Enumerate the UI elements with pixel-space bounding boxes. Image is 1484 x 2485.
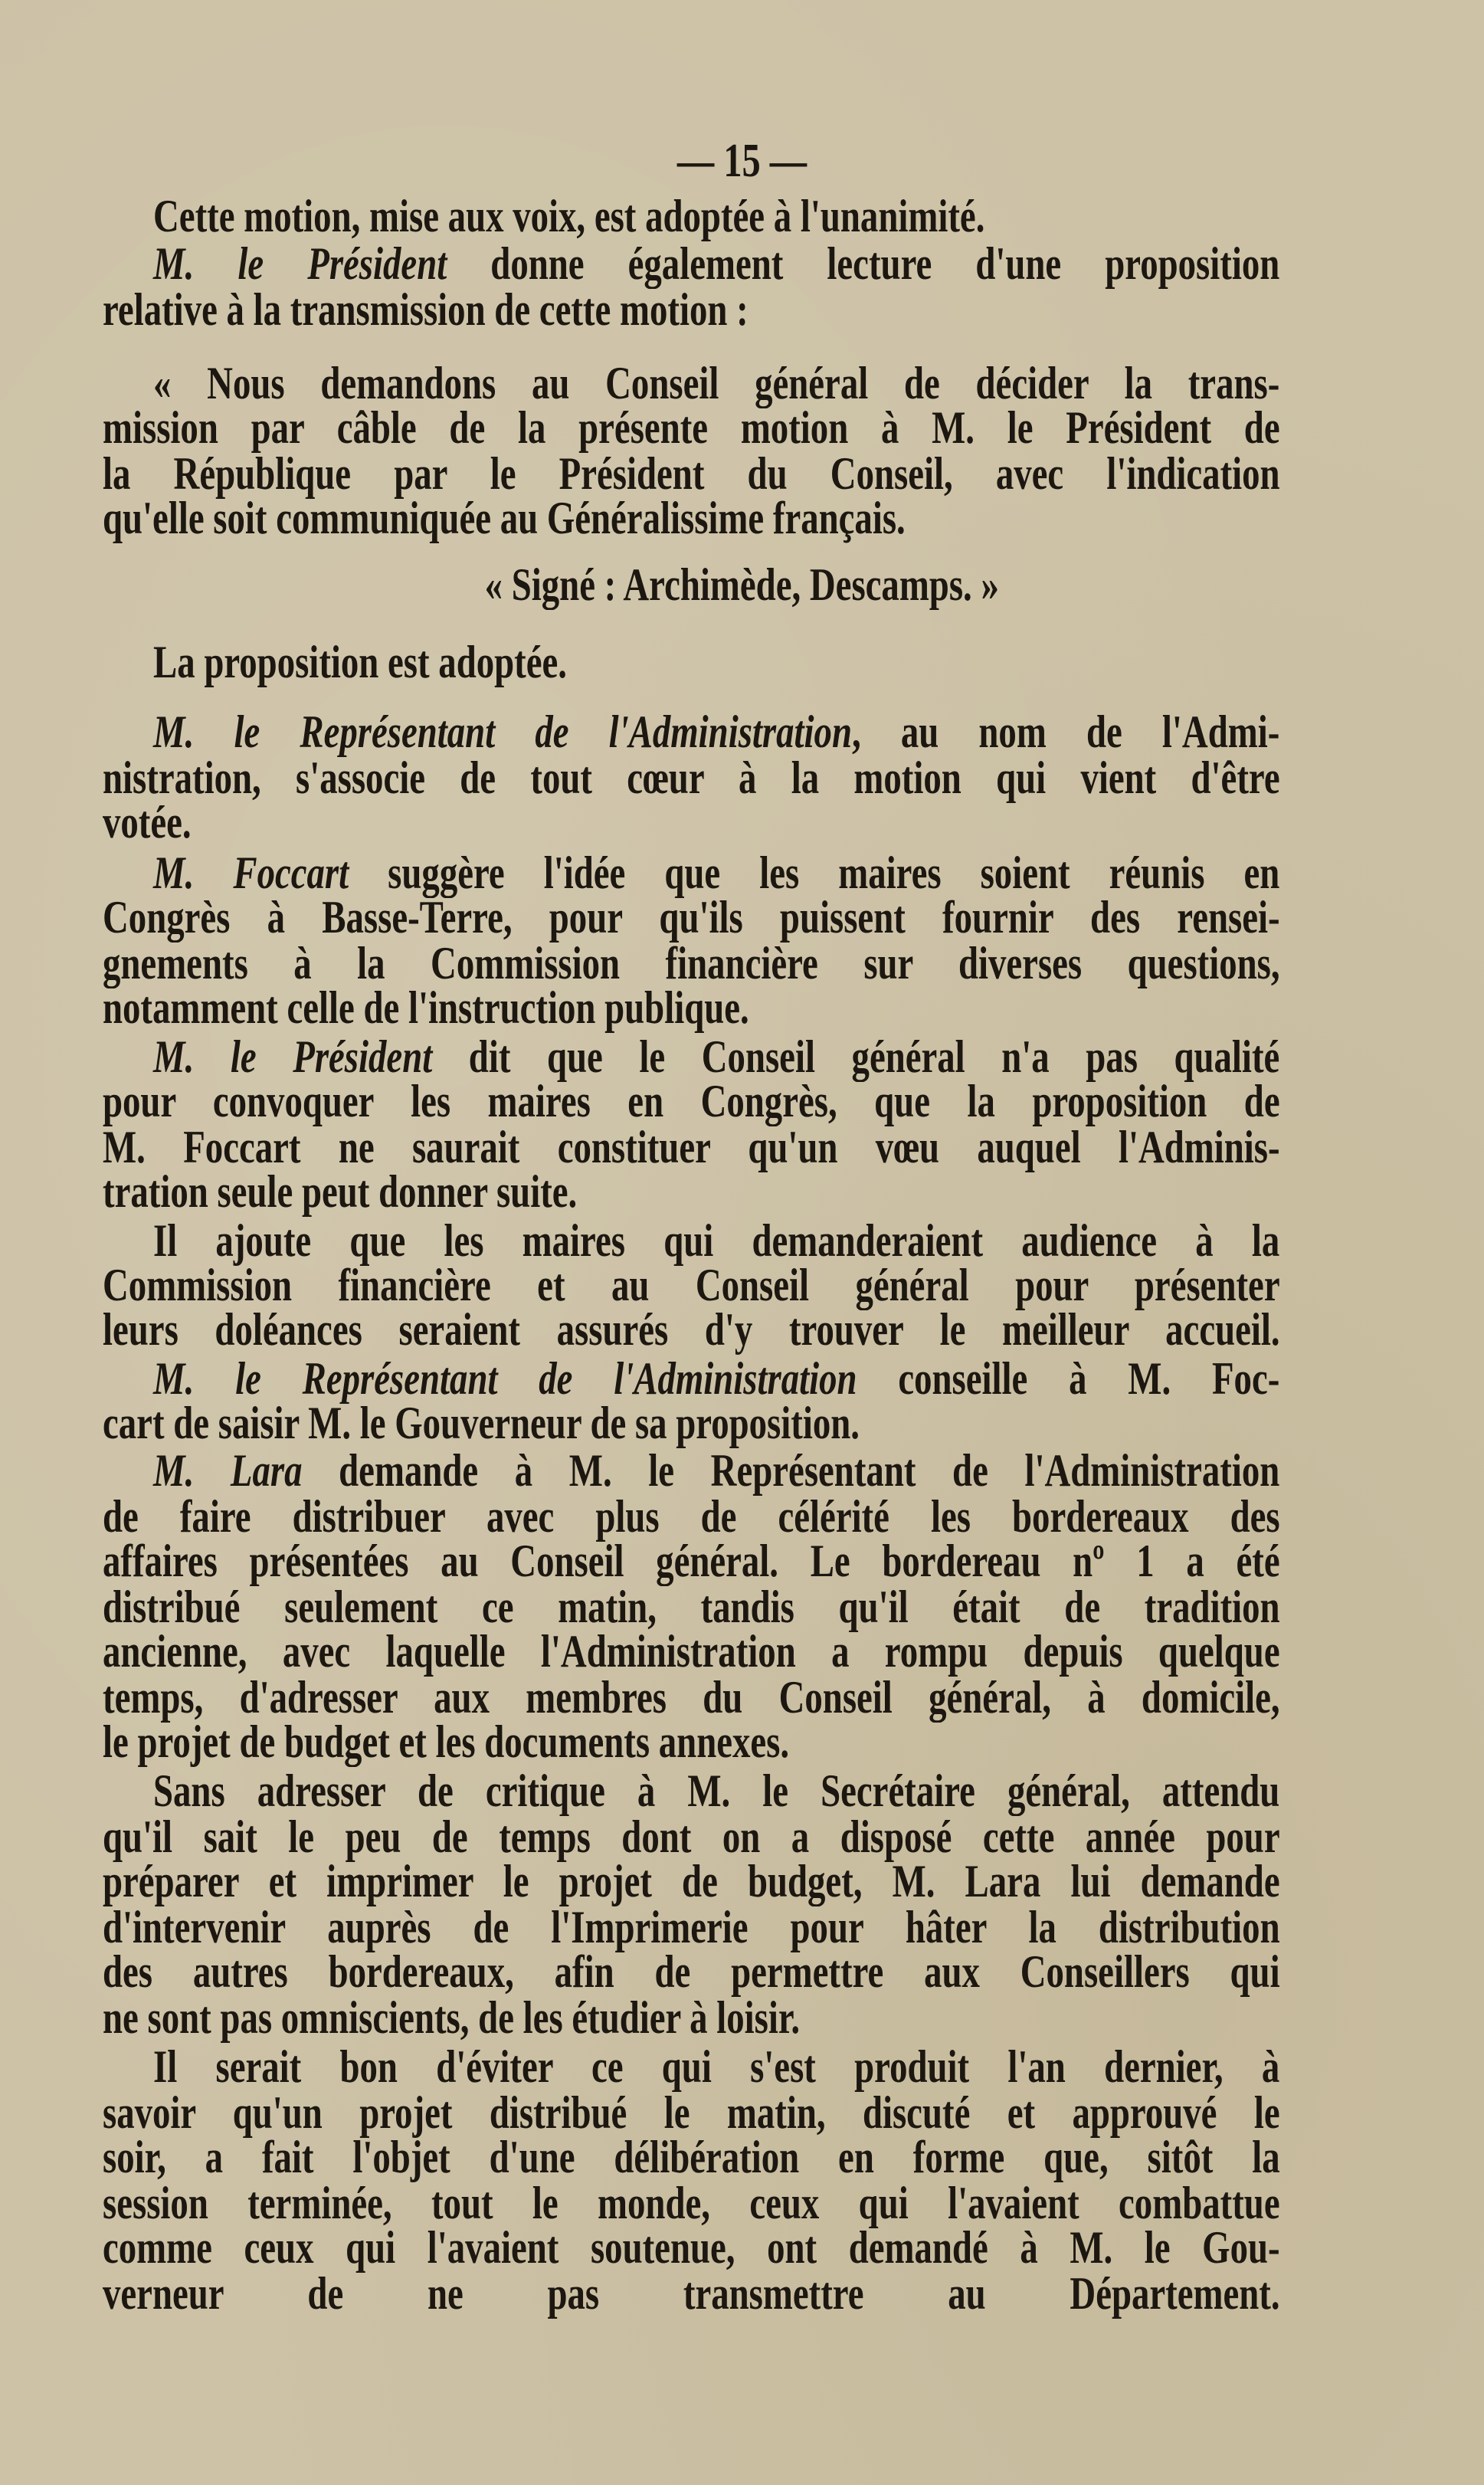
line-text: Cette motion, mise aux voix, est adoptée à l'unanimité.	[153, 191, 985, 241]
text-line	[153, 1445, 1280, 1496]
line-text: « Signé : Archimède, Descamps. »	[484, 559, 1000, 610]
speaker-name: M. Lara	[153, 1445, 303, 1496]
text-line	[103, 1491, 1280, 1542]
line-text: soir, a fait l'objet d'une délibération en forme que, sitôt la	[103, 2132, 1280, 2182]
line-text: suggère l'idée que les maires soient réunis en	[349, 847, 1280, 898]
line-text: nistration, s'associe de tout cœur à la motion qui vient d'être	[103, 752, 1280, 803]
text-line	[103, 982, 1280, 1033]
text-line	[103, 495, 1280, 541]
line-text: savoir qu'un projet distribué le matin, discuté et approuvé le	[103, 2087, 1280, 2138]
line-text: la République par le Président du Conseil, avec l'indication	[103, 448, 1280, 499]
line-text: dit que le Conseil général n'a pas qualité	[432, 1031, 1280, 1082]
text-line	[103, 1992, 1280, 2043]
line-text: des autres bordereaux, afin de permettre aux Conseillers qui	[103, 1946, 1280, 1997]
text-line	[153, 639, 1279, 685]
line-text: Sans adresser de critique à M. le Secrétaire général, attendu	[153, 1765, 1280, 1816]
text-line	[103, 892, 1280, 943]
text-line	[103, 448, 1280, 499]
line-text: , au nom de l'Admi-	[851, 706, 1280, 757]
text-line	[103, 1262, 1280, 1308]
line-text: affaires présentées au Conseil général. Le bordereau nº 1 a été	[103, 1536, 1280, 1586]
line-text: ne sont pas omniscients, de les étudier à loisir.	[103, 1992, 801, 2043]
page-number-text: — 15 —	[676, 135, 808, 187]
speaker-name: M. le Président	[153, 238, 447, 289]
text-line	[103, 1078, 1280, 1124]
line-text: préparer et imprimer le projet de budget, M. Lara lui demande	[103, 1856, 1280, 1906]
line-text: Congrès à Basse-Terre, pour qu'ils puissent fournir des rensei-	[103, 892, 1280, 943]
text-line	[153, 706, 1280, 757]
text-line	[103, 1716, 1280, 1767]
text-line	[153, 360, 1279, 406]
line-text: leurs doléances seraient assurés d'y trouver le meilleur accueil.	[103, 1304, 1280, 1355]
text-line	[103, 1584, 1280, 1630]
line-text: temps, d'adresser aux membres du Conseil général, à domicile,	[103, 1672, 1280, 1723]
speaker-name: M. le Représentant de l'Administration	[153, 1353, 857, 1404]
line-text: le projet de budget et les documents annexes.	[103, 1716, 790, 1767]
text-line	[103, 2180, 1280, 2226]
line-text: donne également lecture d'une proposition	[447, 238, 1280, 289]
speaker-name: M. le Représentant de l'Administration	[153, 706, 852, 757]
text-line	[103, 799, 1280, 845]
line-text: verneur de ne pas transmettre au Département.	[103, 2268, 1280, 2319]
text-line	[103, 1811, 1280, 1862]
line-text: gnements à la Commission financière sur diverses questions,	[103, 938, 1280, 988]
line-text: votée.	[103, 797, 192, 847]
text-line	[153, 2041, 1280, 2092]
text-line	[103, 2268, 1280, 2319]
line-text: tration seule peut donner suite.	[103, 1166, 578, 1217]
line-text: ancienne, avec laquelle l'Administration a rompu depuis quelque	[103, 1626, 1280, 1677]
line-text: relative à la transmission de cette motion :	[103, 284, 749, 335]
speaker-name: M. Foccart	[153, 847, 349, 898]
text-line	[103, 1672, 1280, 1723]
text-line	[153, 1353, 1280, 1404]
text-line	[103, 402, 1280, 453]
line-text: pour convoquer les maires en Congrès, que la proposition de	[103, 1076, 1280, 1126]
text-line	[0, 559, 1484, 610]
text-line	[103, 1400, 1280, 1446]
text-line	[103, 284, 1280, 335]
line-text: « Nous demandons au Conseil général de décider la trans-	[153, 358, 1280, 408]
line-text: La proposition est adoptée.	[153, 637, 567, 687]
line-text: mission par câble de la présente motion à M. le Président de	[103, 402, 1280, 453]
line-text: conseille à M. Foc-	[857, 1353, 1280, 1404]
text-line	[103, 2222, 1280, 2273]
line-text: M. Foccart ne saurait constituer qu'un vœu auquel l'Adminis-	[103, 1122, 1280, 1172]
line-text: cart de saisir M. le Gouverneur de sa proposition.	[103, 1398, 860, 1448]
text-line	[103, 1538, 1280, 1584]
line-text: Il ajoute que les maires qui demanderaient audience à la	[153, 1215, 1280, 1266]
line-text: d'intervenir auprès de l'Imprimerie pour hâter la distribution	[103, 1902, 1280, 1952]
text-line	[153, 1765, 1280, 1816]
line-text: de faire distribuer avec plus de célérité les bordereaux des	[103, 1491, 1280, 1542]
line-text: Commission financière et au Conseil général pour présenter	[103, 1260, 1280, 1310]
speaker-name: M. le Président	[153, 1031, 433, 1082]
text-line	[103, 1904, 1280, 1950]
line-text: session terminée, tout le monde, ceux qui l'avaient combattue	[103, 2178, 1280, 2228]
text-line	[103, 1304, 1280, 1355]
signature-line	[484, 559, 1000, 610]
line-text: demande à M. le Représentant de l'Administration	[302, 1445, 1280, 1496]
text-line	[153, 1215, 1280, 1266]
line-text: Il serait bon d'éviter ce qui s'est produit l'an dernier, à	[153, 2041, 1280, 2092]
text-line	[153, 847, 1280, 898]
text-line	[153, 1031, 1280, 1082]
line-text: qu'il sait le peu de temps dont on a disposé cette année pour	[103, 1811, 1280, 1862]
text-line	[103, 2087, 1280, 2138]
text-line	[103, 1166, 1280, 1217]
line-text: qu'elle soit communiquée au Généralissime français.	[103, 493, 906, 543]
text-line	[103, 1946, 1280, 1997]
text-line	[103, 940, 1280, 986]
page-number	[0, 135, 1484, 187]
text-line	[153, 238, 1280, 289]
text-line	[103, 752, 1280, 803]
text-line	[103, 1858, 1280, 1904]
line-text: notamment celle de l'instruction publique.	[103, 982, 749, 1033]
line-text: distribué seulement ce matin, tandis qu'il était de tradition	[103, 1582, 1280, 1632]
text-line	[103, 1124, 1280, 1170]
text-line	[153, 193, 1279, 239]
text-line	[103, 2134, 1280, 2180]
text-line	[103, 1626, 1280, 1677]
line-text: comme ceux qui l'avaient soutenue, ont demandé à M. le Gou-	[103, 2222, 1280, 2273]
